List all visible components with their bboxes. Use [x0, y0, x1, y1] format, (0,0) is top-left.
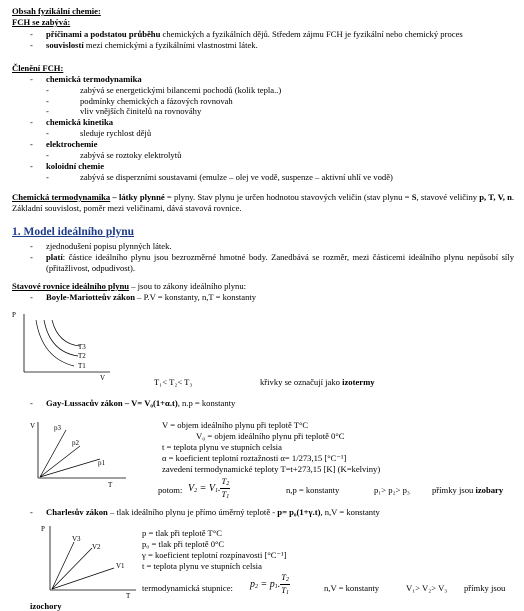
bullet-dash: - — [46, 96, 49, 106]
bullet-dash: - — [30, 40, 33, 50]
bullet-dash: - — [30, 74, 33, 84]
termo-paragraph: Chemická termodynamika – látky plynné = plyny. Stav plynu je určen hodnotou stavových veličin (stav plynu = S, stavové veličiny p, T, V, n. Základní souvislost, poměr mezi veličinami, dává stavová rovnice. — [12, 192, 515, 213]
bullet-dash: - — [30, 507, 33, 517]
label-v3: V3 — [72, 535, 81, 543]
list-item-termo: chemická termodynamika — [46, 74, 142, 84]
list-item: zjednodušení popisu plynných látek. — [46, 241, 172, 251]
isochore-v2 — [52, 548, 92, 589]
list-item: příčinami a podstatou průběhu chemických a fyzikálních dějů. Středem zájmu FCH je fyzikální nebo chemický proces — [46, 29, 463, 39]
charles-law: Charlesův zákon – tlak ideálního plynu je přímo úměrný teplotě - p= p₀(1+γ.t), n,V = konstanty — [46, 507, 380, 517]
label-p1: p1 — [98, 459, 105, 467]
bullet-dash: - — [30, 117, 33, 127]
bullet-dash: - — [46, 172, 49, 182]
charles-izochory: izochory — [30, 601, 62, 611]
charles-graph — [40, 520, 150, 600]
list-subitem: vliv vnějších činitelů na rovnováhy — [80, 106, 202, 116]
isobar-p3 — [40, 430, 66, 477]
isochore-v1 — [52, 568, 114, 589]
gay-def-4: α = koeficient teplotní roztažnosti α= 1/273,15 [°C⁻¹] — [162, 453, 347, 463]
section-title-cleneni: Členění FCH: — [12, 63, 64, 73]
list-subitem: zabývá se roztoky elektrolytů — [80, 150, 182, 160]
bullet-dash: - — [30, 252, 33, 262]
list-subitem: zabývá se disperzními soustavami (emulze – olej ve vodě, suspenze – aktivní uhlí ve vodě) — [80, 172, 393, 182]
axis-label-p: P — [41, 525, 45, 533]
list-subitem: zabývá se energetickými bilancemi pochodů (kolik tepla..) — [80, 85, 282, 95]
bullet-dash: - — [30, 241, 33, 251]
gay-def-1: V = objem ideálního plynu při teplotě T°C — [162, 420, 309, 430]
label-p3: p3 — [54, 424, 61, 432]
list-item: souvislostí mezi chemickými a fyzikálními vlastnostmi látek. — [46, 40, 258, 50]
list-item-kol: koloidní chemie — [46, 161, 105, 171]
axis-label-v: V — [100, 374, 106, 382]
list-item-plati: platí: částice ideálního plynu jsou bezrozměrné hmotné body. Zanedbává se rozměr, mezi částicemi ideálního plynu nepůsobí síly (přitažlivost, odpudivost). — [46, 252, 514, 273]
axis-label-t: T — [126, 592, 131, 600]
axis-label-v: V — [30, 422, 36, 430]
list-item-el: elektrochemie — [46, 139, 98, 149]
boyle-law: Boyle-Mariotteův zákon – P.V = konstanty, n,T = konstanty — [46, 292, 257, 302]
gay-condition: n,p = konstanty — [286, 485, 340, 495]
stav-title: Stavové rovnice ideálního plynu – jsou to zákony ideálního plynu: — [12, 281, 247, 291]
heading-model: 1. Model ideálního plynu — [12, 226, 135, 238]
charles-def-2: p₀ = tlak při teplotě 0°C — [142, 539, 225, 549]
section-subtitle: FCH se zabývá: — [12, 17, 71, 27]
label-t2: T2 — [78, 352, 86, 360]
charles-def-4: t = teplota plynu ve stupních celsia — [142, 561, 262, 571]
isochore-v3 — [52, 542, 74, 589]
gay-formula: $V_2 = V_1$. $\frac{T_2}{T_1}$ — [188, 476, 230, 501]
gay-order: p₁> p₂> p₃ — [374, 485, 410, 495]
bullet-dash: - — [30, 29, 33, 39]
section-title-obsah: Obsah fyzikální chemie: — [12, 6, 101, 16]
bullet-dash: - — [30, 292, 33, 302]
charles-stupnice: termodynamická stupnice: — [142, 583, 233, 593]
label-p2: p2 — [72, 439, 79, 447]
gay-potom: potom: — [158, 485, 183, 495]
axis-label-p: P — [12, 311, 16, 319]
boyle-graph — [10, 306, 130, 386]
gay-def-2: V₀ = objem ideálního plynu při teplotě 0°C — [196, 431, 345, 441]
charles-order: V₁> V₂> V₃ — [406, 583, 448, 593]
label-t1: T1 — [78, 362, 86, 370]
list-subitem: podmínky chemických a fázových rovnovah — [80, 96, 233, 106]
gay-lines-note: přímky jsou izobary — [432, 485, 504, 495]
isobar-p1 — [40, 459, 100, 477]
list-subitem: sleduje rychlost dějů — [80, 128, 152, 138]
charles-def-3: γ = koeficient teplotní rozpínavosti [°C⁻¹] — [142, 550, 287, 560]
boyle-curve-note: křivky se označují jako izotermy — [260, 377, 375, 387]
label-v1: V1 — [116, 562, 125, 570]
list-item-kin: chemická kinetika — [46, 117, 114, 127]
boyle-order: T₁< T₂< T₃ — [154, 377, 193, 387]
charles-condition: n,V = konstanty — [324, 583, 380, 593]
label-v2: V2 — [92, 543, 101, 551]
gay-def-5: zavedení termodynamické teploty T=t+273,15 [K] (K=kelviny) — [162, 464, 381, 474]
bullet-dash: - — [30, 398, 33, 408]
gay-def-3: t = teplota plynu ve stupních celsia — [162, 442, 282, 452]
bullet-dash: - — [46, 150, 49, 160]
bullet-dash: - — [30, 139, 33, 149]
charles-lines-note: přímky jsou — [464, 583, 506, 593]
bullet-dash: - — [46, 128, 49, 138]
label-t3: T3 — [78, 343, 86, 351]
charles-def-1: p = tlak při teplotě T°C — [142, 528, 222, 538]
isobar-p2 — [40, 446, 80, 477]
gay-graph — [30, 414, 150, 490]
charles-formula: $p_2 = p_1$. $\frac{T_2}{T_1}$ — [250, 572, 289, 597]
bullet-dash: - — [46, 85, 49, 95]
gay-law: Gay-Lussacův zákon – V= V₀(1+α.t), n.p = konstanty — [46, 398, 236, 408]
bullet-dash: - — [46, 106, 49, 116]
bullet-dash: - — [30, 161, 33, 171]
isotherm-t3 — [52, 320, 80, 346]
axis-label-t: T — [108, 481, 113, 489]
